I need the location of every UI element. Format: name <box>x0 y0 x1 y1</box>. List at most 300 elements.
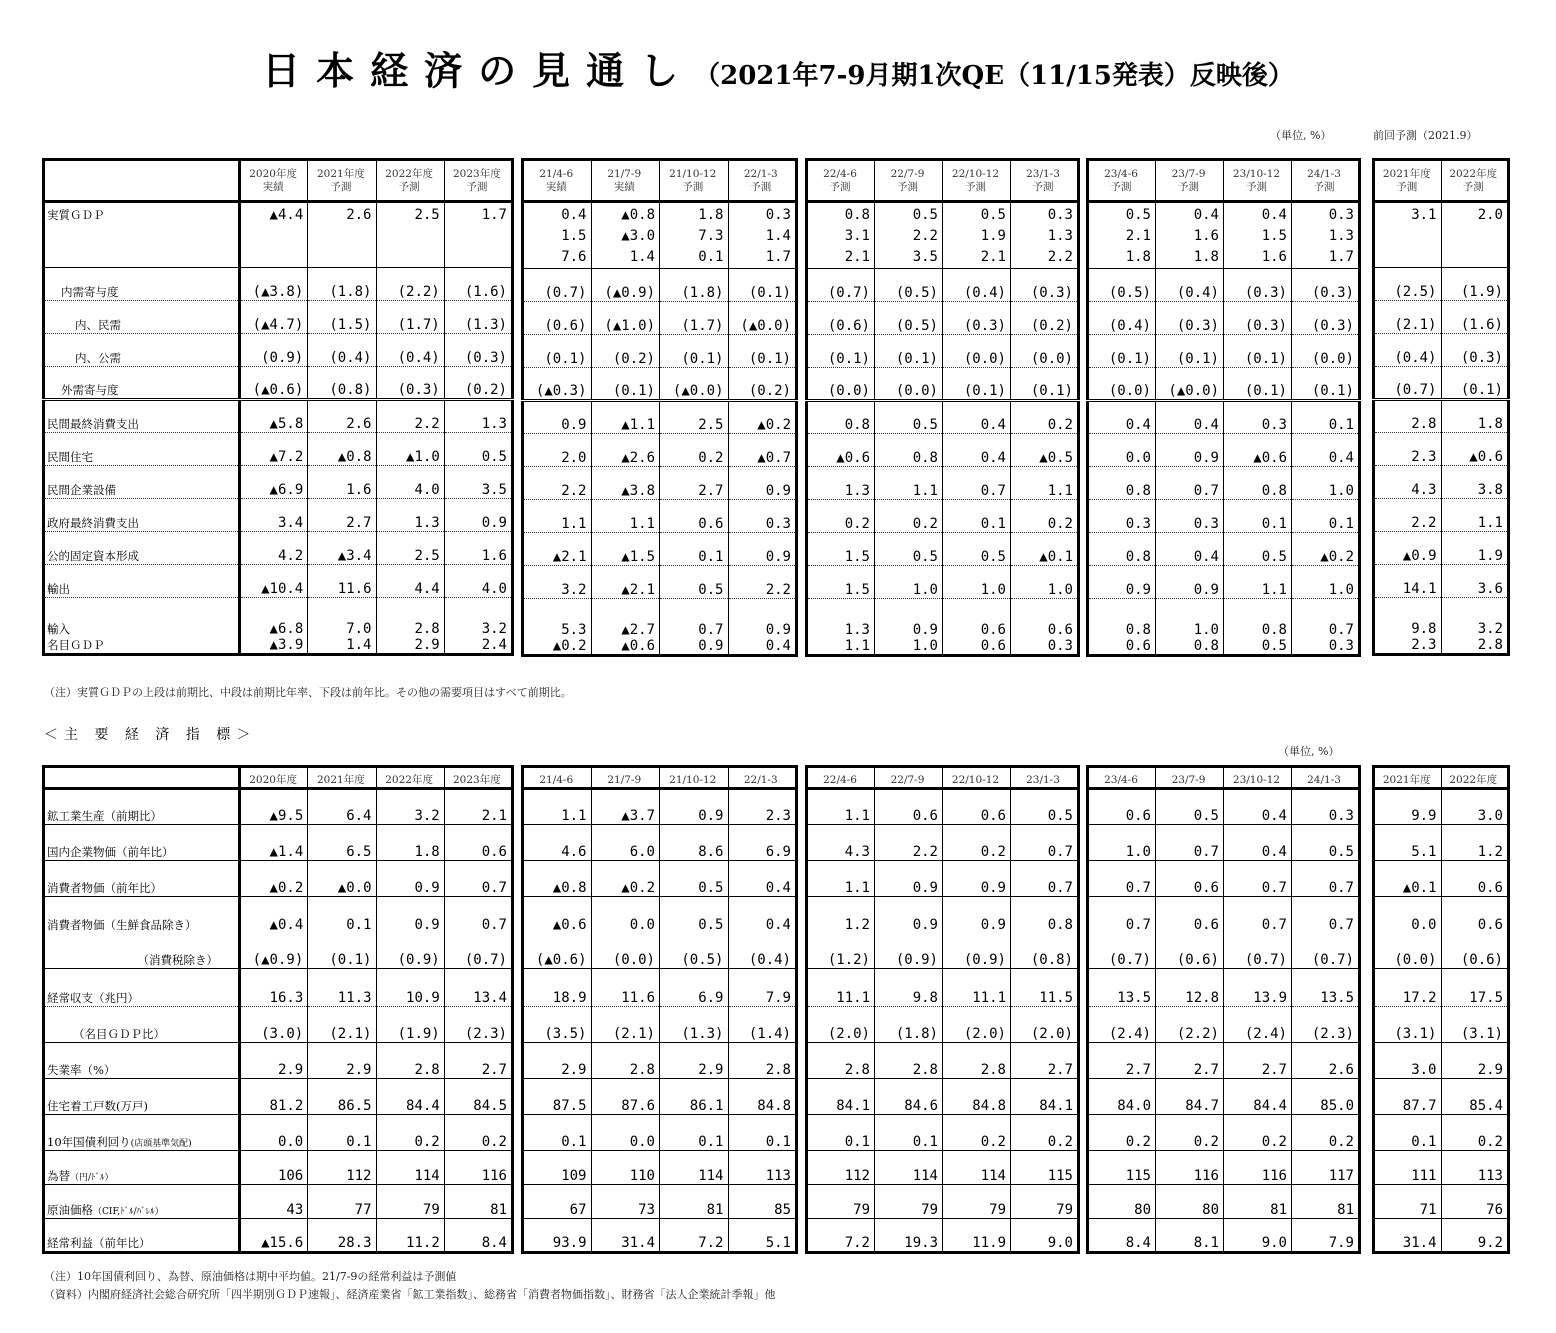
cell: 86.5 <box>308 1079 376 1115</box>
cell: 0.1 <box>875 1115 943 1151</box>
table-row <box>1088 302 1360 335</box>
title-sub: （2021年7-9月期1次QE（11/15発表）反映後） <box>694 61 1294 91</box>
cell: (▲0.3) <box>523 368 592 401</box>
indicators-note: （注）10年国債利回り、為替、原油価格は期中平均値。21/7-9の経常利益は予測値 <box>44 1270 457 1283</box>
cell: 3.4 <box>240 499 308 532</box>
title-main: 日本経済の見通し <box>262 49 695 93</box>
column-header: 24/1-3 <box>1292 767 1360 789</box>
table-row <box>1088 897 1360 933</box>
column-header <box>1156 160 1224 202</box>
table-row <box>1088 566 1360 599</box>
cell: (1.3) <box>660 1007 729 1043</box>
cell: 19.3 <box>875 1219 943 1253</box>
cell: (0.5) <box>660 933 729 969</box>
row-label-text: 鉱工業生産（前期比） <box>47 809 162 823</box>
table-row <box>44 933 513 969</box>
gdp-note: （注）実質ＧＤＰの上段は前期比、中段は前期比年率、下段は前年比。その他の需要項目はすべて前期比。 <box>44 686 572 699</box>
row-label: 実質ＧＤＰ <box>44 202 240 268</box>
cell: 0.9 <box>523 401 592 434</box>
cell: 0.3 <box>1224 401 1292 434</box>
cell: 4.3 <box>1374 466 1442 499</box>
value: 3.1 <box>1411 207 1437 223</box>
cell: 1.0 <box>943 566 1011 599</box>
cell: 87.6 <box>591 1079 660 1115</box>
cell: 0.6 <box>943 599 1011 638</box>
cell: 0.9 <box>875 861 943 897</box>
value-middle: 1.5 <box>1261 228 1287 244</box>
cell: 0.9 <box>376 861 444 897</box>
cell: 0.0 <box>591 897 660 933</box>
cell: 0.2 <box>660 434 729 467</box>
column-header <box>1441 160 1509 202</box>
cell: (0.6) <box>523 302 592 335</box>
cell: 0.3 <box>1011 638 1079 656</box>
cell: (3.0) <box>240 1007 308 1043</box>
column-header: 2021年度 <box>308 767 376 789</box>
cell <box>523 202 592 269</box>
cell: 0.5 <box>1011 789 1079 825</box>
value-upper: 0.4 <box>1193 207 1219 223</box>
table-row <box>44 789 513 825</box>
column-header <box>660 160 729 202</box>
row-label: 内、民需 <box>44 301 240 334</box>
gdp-block-3 <box>1086 158 1361 657</box>
cell: 0.5 <box>875 533 943 566</box>
column-header <box>1374 160 1442 202</box>
cell: (0.8) <box>308 367 376 400</box>
cell <box>807 202 875 269</box>
column-header: 23/4-6 <box>1088 767 1156 789</box>
cell: ▲15.6 <box>240 1219 308 1253</box>
cell: 115 <box>1011 1151 1079 1185</box>
cell: 2.3 <box>1411 636 1437 653</box>
row-label-sub: （CIF,ﾄﾞﾙ/ﾊﾞﾚﾙ） <box>93 1207 164 1217</box>
cell: 0.9 <box>376 897 444 933</box>
cell: ▲9.5 <box>240 789 308 825</box>
row-label <box>44 1151 240 1185</box>
cell: 112 <box>807 1151 875 1185</box>
cell: 0.7 <box>1292 897 1360 933</box>
cell: 0.3 <box>1292 789 1360 825</box>
cell: 81.2 <box>240 1079 308 1115</box>
cell: 1.0 <box>875 638 943 656</box>
cell: 0.6 <box>1441 861 1509 897</box>
column-header: 21/10-12 <box>660 767 729 789</box>
cell: 76 <box>1441 1185 1509 1219</box>
cell: 0.3 <box>1088 500 1156 533</box>
cell: (0.1) <box>728 269 797 302</box>
table-row <box>1374 789 1509 825</box>
header-type: 予測 <box>1246 180 1267 193</box>
cell: 0.2 <box>943 825 1011 861</box>
cell: (0.9) <box>943 933 1011 969</box>
cell: 1.5 <box>807 566 875 599</box>
cell: (0.7) <box>523 269 592 302</box>
cell: 0.2 <box>1011 1115 1079 1151</box>
table-row <box>1374 825 1509 861</box>
cell: 6.4 <box>308 789 376 825</box>
value-middle: 1.3 <box>1047 228 1073 244</box>
row-label-text: （名目ＧＤＰ比） <box>73 1027 165 1041</box>
header-type: 予測 <box>1032 180 1054 193</box>
table-row <box>523 897 797 933</box>
header-blank <box>44 767 240 789</box>
cell: 11.6 <box>308 565 376 598</box>
column-header <box>807 160 875 202</box>
indicators-unit-label: （単位, %） <box>1278 745 1340 758</box>
cell: 0.8 <box>1224 599 1292 638</box>
table-row <box>523 335 797 368</box>
cell: (0.4) <box>943 269 1011 302</box>
cell: 0.6 <box>943 789 1011 825</box>
cell: 3.6 <box>1441 565 1509 598</box>
column-header: 2021年度 <box>1374 767 1442 789</box>
cell: 1.1 <box>591 500 660 533</box>
cell: (2.4) <box>1224 1007 1292 1043</box>
cell: 0.7 <box>1224 897 1292 933</box>
table-row <box>807 533 1079 566</box>
cell: (1.8) <box>660 269 729 302</box>
row-label-text: 10年国債利回り <box>47 1135 131 1149</box>
cell: 84.1 <box>807 1079 875 1115</box>
cell: 81 <box>660 1185 729 1219</box>
cell: 0.7 <box>1011 861 1079 897</box>
cell: (▲4.7) <box>240 301 308 334</box>
cell: (0.7) <box>1374 367 1442 400</box>
table-row <box>44 637 513 655</box>
table-row <box>1374 334 1509 367</box>
cell: 6.9 <box>728 825 797 861</box>
cell: (0.8) <box>1011 933 1079 969</box>
cell: ▲1.0 <box>376 433 444 466</box>
cell: (1.8) <box>308 268 376 301</box>
cell: 2.2 <box>875 825 943 861</box>
header-period: 2022年度 <box>1449 167 1498 180</box>
row-real-gdp <box>1088 202 1360 269</box>
cell: 0.1 <box>1224 500 1292 533</box>
cell: (3.5) <box>523 1007 592 1043</box>
cell: 9.9 <box>1374 789 1442 825</box>
row-label: 公的固定資本形成 <box>44 532 240 565</box>
cell: 112 <box>308 1151 376 1185</box>
value-middle: 2.1 <box>1125 228 1151 244</box>
cell: 81 <box>1224 1185 1292 1219</box>
header-period: 2022年度 <box>385 167 433 180</box>
cell: 11.5 <box>1011 969 1079 1007</box>
value-upper: 0.8 <box>844 207 870 223</box>
table-row <box>523 638 797 656</box>
cell: 2.8 <box>376 1043 444 1079</box>
gdp-block-0 <box>42 158 514 656</box>
cell: ▲0.1 <box>1374 861 1442 897</box>
cell: 1.0 <box>1292 566 1360 599</box>
cell: 11.2 <box>376 1219 444 1253</box>
cell: (0.3) <box>1224 269 1292 302</box>
cell: (1.3) <box>444 301 512 334</box>
cell: (0.0) <box>807 368 875 401</box>
cell: (0.1) <box>1224 368 1292 401</box>
cell: (0.7) <box>1224 933 1292 969</box>
table-row <box>44 499 513 532</box>
header-period: 22/7-9 <box>890 167 925 180</box>
cell: 2.7 <box>1011 1043 1079 1079</box>
value-lower: 1.8 <box>1125 249 1151 265</box>
cell: 0.8 <box>1088 533 1156 566</box>
row-real-gdp <box>807 202 1079 269</box>
cell: (▲0.0) <box>1156 368 1224 401</box>
cell: 2.8 <box>943 1043 1011 1079</box>
cell: 86.1 <box>660 1079 729 1115</box>
row-label-text: 為替 <box>47 1169 70 1183</box>
cell: 0.1 <box>943 500 1011 533</box>
row-real-gdp <box>44 202 513 268</box>
cell: 0.1 <box>1374 1115 1442 1151</box>
column-header <box>444 160 512 202</box>
cell: (0.4) <box>1374 334 1442 367</box>
cell: 11.1 <box>807 969 875 1007</box>
row-label-sub: (店頭基準気配) <box>130 1139 192 1149</box>
value-lower: 0.1 <box>698 249 724 265</box>
header-type: 予測 <box>829 180 851 193</box>
cell: 1.0 <box>1156 599 1224 638</box>
cell: ▲0.2 <box>240 861 308 897</box>
header-period: 22/4-6 <box>823 167 857 180</box>
cell: 2.8 <box>376 598 444 637</box>
cell: 113 <box>728 1151 797 1185</box>
table-row <box>1088 825 1360 861</box>
cell: ▲0.2 <box>1292 533 1360 566</box>
cell: (1.7) <box>376 301 444 334</box>
table-row <box>1088 467 1360 500</box>
cell: 1.1 <box>1224 566 1292 599</box>
cell: ▲0.7 <box>728 434 797 467</box>
cell: (0.5) <box>875 269 943 302</box>
cell: 1.1 <box>875 467 943 500</box>
cell: 0.2 <box>943 1115 1011 1151</box>
cell: 0.6 <box>875 789 943 825</box>
cell: 2.4 <box>444 637 512 655</box>
table-row <box>1088 500 1360 533</box>
table-row <box>44 1219 513 1253</box>
cell: 117 <box>1292 1151 1360 1185</box>
cell: 1.0 <box>875 566 943 599</box>
column-header: 22/4-6 <box>807 767 875 789</box>
cell: (0.1) <box>1292 368 1360 401</box>
cell: (0.3) <box>1292 302 1360 335</box>
cell: 7.2 <box>844 1235 870 1251</box>
cell <box>1011 202 1079 269</box>
table-row <box>807 638 1079 656</box>
column-header <box>308 160 376 202</box>
table-row <box>1374 1219 1509 1253</box>
row-label: 外需寄与度 <box>44 367 240 400</box>
cell: 0.5 <box>660 566 729 599</box>
cell: (0.0) <box>943 335 1011 368</box>
cell: 0.0 <box>591 1115 660 1151</box>
cell: 0.5 <box>660 897 729 933</box>
cell: 0.8 <box>1224 467 1292 500</box>
cell: 2.7 <box>1088 1043 1156 1079</box>
cell: (0.3) <box>444 334 512 367</box>
table-row <box>807 825 1079 861</box>
cell: 4.0 <box>376 466 444 499</box>
row-real-gdp <box>1374 202 1509 268</box>
column-header: 21/4-6 <box>523 767 592 789</box>
cell: (1.9) <box>1441 268 1509 301</box>
table-row <box>807 789 1079 825</box>
cell: 0.3 <box>1156 500 1224 533</box>
row-label: 政府最終消費支出 <box>44 499 240 532</box>
table-row <box>44 400 513 433</box>
cell: 5.3 <box>561 621 587 638</box>
cell: 3.2 <box>523 566 592 599</box>
table-row <box>523 500 797 533</box>
cell: (2.3) <box>444 1007 512 1043</box>
cell: ▲3.9 <box>240 637 308 655</box>
header-type: 予測 <box>1462 180 1484 193</box>
table-row <box>523 1007 797 1043</box>
column-header: 2023年度 <box>444 767 512 789</box>
column-header: 2020年度 <box>240 767 308 789</box>
cell: (0.1) <box>875 335 943 368</box>
table-row <box>1374 268 1509 301</box>
cell: 2.9 <box>523 1043 592 1079</box>
cell: 0.9 <box>728 533 797 566</box>
cell: 0.2 <box>444 1115 512 1151</box>
cell: (▲3.8) <box>240 268 308 301</box>
cell: 4.3 <box>807 825 875 861</box>
value: 1.7 <box>481 207 507 223</box>
cell: 0.7 <box>1088 861 1156 897</box>
value-lower: 1.7 <box>1328 249 1354 265</box>
cell: 2.9 <box>1441 1043 1509 1079</box>
header-type: 予測 <box>965 180 986 193</box>
table-row <box>1088 861 1360 897</box>
table-row <box>807 599 1079 638</box>
cell: 0.4 <box>1292 434 1360 467</box>
cell: (0.3) <box>1292 269 1360 302</box>
cell <box>240 202 308 268</box>
cell: (0.1) <box>660 335 729 368</box>
cell: 31.4 <box>591 1219 660 1253</box>
column-header <box>1011 160 1079 202</box>
cell: 9.8 <box>875 969 943 1007</box>
header-period: 22/1-3 <box>743 167 778 180</box>
table-row <box>1088 969 1360 1007</box>
indicators-block-2 <box>805 765 1080 1254</box>
table-row <box>807 1007 1079 1043</box>
cell: 2.8 <box>1374 400 1442 433</box>
row-label <box>44 1115 240 1151</box>
cell: 1.1 <box>1011 467 1079 500</box>
cell: 6.9 <box>660 969 729 1007</box>
indicators-block-0 <box>42 765 514 1254</box>
cell: 8.6 <box>660 825 729 861</box>
row-label-text: 消費者物価（前年比） <box>47 881 162 895</box>
cell: (0.7) <box>444 933 512 969</box>
header-period: 21/7-9 <box>607 167 642 180</box>
row-label: 内需寄与度 <box>44 268 240 301</box>
row-label <box>44 789 240 825</box>
table-row <box>1374 933 1509 969</box>
cell: 0.7 <box>1292 861 1360 897</box>
cell: 2.5 <box>660 401 729 434</box>
value-upper: 0.5 <box>912 207 938 223</box>
cell: 0.9 <box>444 499 512 532</box>
cell: (2.1) <box>308 1007 376 1043</box>
row-label-text: 経常収支（兆円） <box>47 991 139 1005</box>
cell: 0.4 <box>1156 533 1224 566</box>
cell: 114 <box>875 1151 943 1185</box>
cell: 84.8 <box>728 1079 797 1115</box>
header-period: 2023年度 <box>453 167 501 180</box>
cell: 0.2 <box>1441 1115 1509 1151</box>
cell: 0.4 <box>943 434 1011 467</box>
header-type: 予測 <box>466 180 488 193</box>
value-middle: 2.2 <box>912 228 938 244</box>
cell: (0.6) <box>1156 933 1224 969</box>
cell: ▲1.4 <box>240 825 308 861</box>
cell: 1.1 <box>523 789 592 825</box>
value-lower: 2.2 <box>1047 249 1073 265</box>
cell: (3.1) <box>1374 1007 1442 1043</box>
cell: 85.0 <box>1292 1079 1360 1115</box>
cell: (0.9) <box>875 933 943 969</box>
table-row <box>1374 466 1509 499</box>
value-lower: 1.6 <box>1261 249 1287 265</box>
cell: 0.1 <box>308 1115 376 1151</box>
cell: 1.1 <box>523 500 592 533</box>
cell: 79 <box>875 1185 943 1219</box>
cell: 0.5 <box>875 401 943 434</box>
cell: (0.0) <box>1011 335 1079 368</box>
cell: 0.9 <box>728 467 797 500</box>
header-period: 21/10-12 <box>669 167 717 180</box>
prev-forecast-label: 前回予測（2021.9） <box>1373 129 1478 142</box>
row-label: 民間最終消費支出 <box>44 400 240 433</box>
cell: 2.9 <box>660 1043 729 1079</box>
header-type: 予測 <box>398 180 420 193</box>
cell: (0.9) <box>240 334 308 367</box>
table-row <box>1374 1185 1509 1219</box>
cell: 0.6 <box>1156 861 1224 897</box>
table-row <box>523 969 797 1007</box>
table-row <box>1374 499 1509 532</box>
cell: 4.2 <box>240 532 308 565</box>
cell: (0.9) <box>376 933 444 969</box>
table-row <box>1374 301 1509 334</box>
cell: 0.7 <box>1292 599 1360 638</box>
table-row <box>523 434 797 467</box>
cell: 7.9 <box>1292 1219 1360 1253</box>
column-header <box>376 160 444 202</box>
cell: (1.2) <box>807 933 875 969</box>
value-upper: 0.3 <box>765 207 791 223</box>
table-row <box>1374 1115 1509 1151</box>
value-lower: 2.1 <box>980 249 1006 265</box>
table-row <box>44 598 513 637</box>
table-row <box>44 301 513 334</box>
value-upper: 0.5 <box>980 207 1006 223</box>
column-header: 22/1-3 <box>728 767 797 789</box>
cell: 2.7 <box>660 467 729 500</box>
cell: 0.1 <box>1292 500 1360 533</box>
value-lower: 7.6 <box>561 249 587 265</box>
cell: (0.1) <box>807 335 875 368</box>
table-row <box>807 335 1079 368</box>
cell: 84.0 <box>1088 1079 1156 1115</box>
cell: 0.4 <box>1156 401 1224 434</box>
